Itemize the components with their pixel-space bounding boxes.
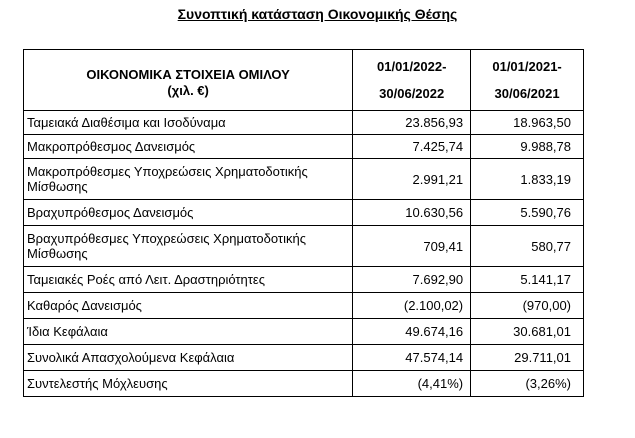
- table-row: [24, 226, 584, 267]
- table-row: [24, 371, 584, 397]
- table-row: [24, 319, 584, 345]
- value-2021: 9.988,78: [471, 135, 584, 159]
- table-row: [24, 267, 584, 293]
- row-label: Μακροπρόθεσμος Δανεισμός: [24, 135, 353, 159]
- value-2022: 7.425,74: [353, 135, 471, 159]
- header-label-line1: ΟΙΚΟΝΟΜΙΚΑ ΣΤΟΙΧΕΙΑ ΟΜΙΛΟΥ: [86, 67, 290, 82]
- row-label: Μακροπρόθεσμες Υποχρεώσεις Χρηματοδοτικής Μίσθωσης: [24, 159, 353, 200]
- table-row: [24, 135, 584, 159]
- table-row: [24, 345, 584, 371]
- table-row: [24, 159, 584, 200]
- page-title: Συνοπτική κατάσταση Οικονομικής Θέσης: [177, 6, 458, 22]
- row-label: Βραχυπρόθεσμες Υποχρεώσεις Χρηματοδοτικής Μίσθωσης: [24, 226, 353, 267]
- value-2022: 49.674,16: [353, 319, 471, 345]
- row-label: Ίδια Κεφάλαια: [24, 319, 353, 345]
- header-period-2022-line2: 30/06/2022: [379, 86, 445, 101]
- value-2021: 30.681,01: [471, 319, 584, 345]
- header-period-2021-line2: 30/06/2021: [494, 86, 560, 101]
- value-2022: 10.630,56: [353, 200, 471, 226]
- table-row: [24, 293, 584, 319]
- value-2021: 580,77: [471, 226, 584, 267]
- table-row: [24, 111, 584, 135]
- value-2021: 5.590,76: [471, 200, 584, 226]
- value-2021: (970,00): [471, 293, 584, 319]
- header-label-line2: (χιλ. €): [167, 83, 209, 98]
- value-2021: 1.833,19: [471, 159, 584, 200]
- header-label-cell: [24, 50, 353, 111]
- row-label: Καθαρός Δανεισμός: [24, 293, 353, 319]
- value-2022: 709,41: [353, 226, 471, 267]
- value-2021: 29.711,01: [471, 345, 584, 371]
- value-2022: 23.856,93: [353, 111, 471, 135]
- value-2022: 2.991,21: [353, 159, 471, 200]
- row-label: Συνολικά Απασχολούμενα Κεφάλαια: [24, 345, 353, 371]
- value-2021: (3,26%): [471, 371, 584, 397]
- value-2021: 5.141,17: [471, 267, 584, 293]
- financial-summary-table: [23, 49, 584, 397]
- row-label: Ταμειακές Ροές από Λειτ. Δραστηριότητες: [24, 267, 353, 293]
- value-2022: (4,41%): [353, 371, 471, 397]
- value-2022: 47.574,14: [353, 345, 471, 371]
- value-2021: 18.963,50: [471, 111, 584, 135]
- row-label: Ταμειακά Διαθέσιμα και Ισοδύναμα: [24, 111, 353, 135]
- table-header-row: [24, 50, 584, 111]
- header-period-2021: [471, 50, 584, 111]
- value-2022: 7.692,90: [353, 267, 471, 293]
- header-period-2022: [353, 50, 471, 111]
- header-period-2021-line1: 01/01/2021-: [492, 59, 562, 74]
- header-period-2022-line1: 01/01/2022-: [377, 59, 447, 74]
- row-label: Συντελεστής Μόχλευσης: [24, 371, 353, 397]
- row-label: Βραχυπρόθεσμος Δανεισμός: [24, 200, 353, 226]
- value-2022: (2.100,02): [353, 293, 471, 319]
- table-row: [24, 200, 584, 226]
